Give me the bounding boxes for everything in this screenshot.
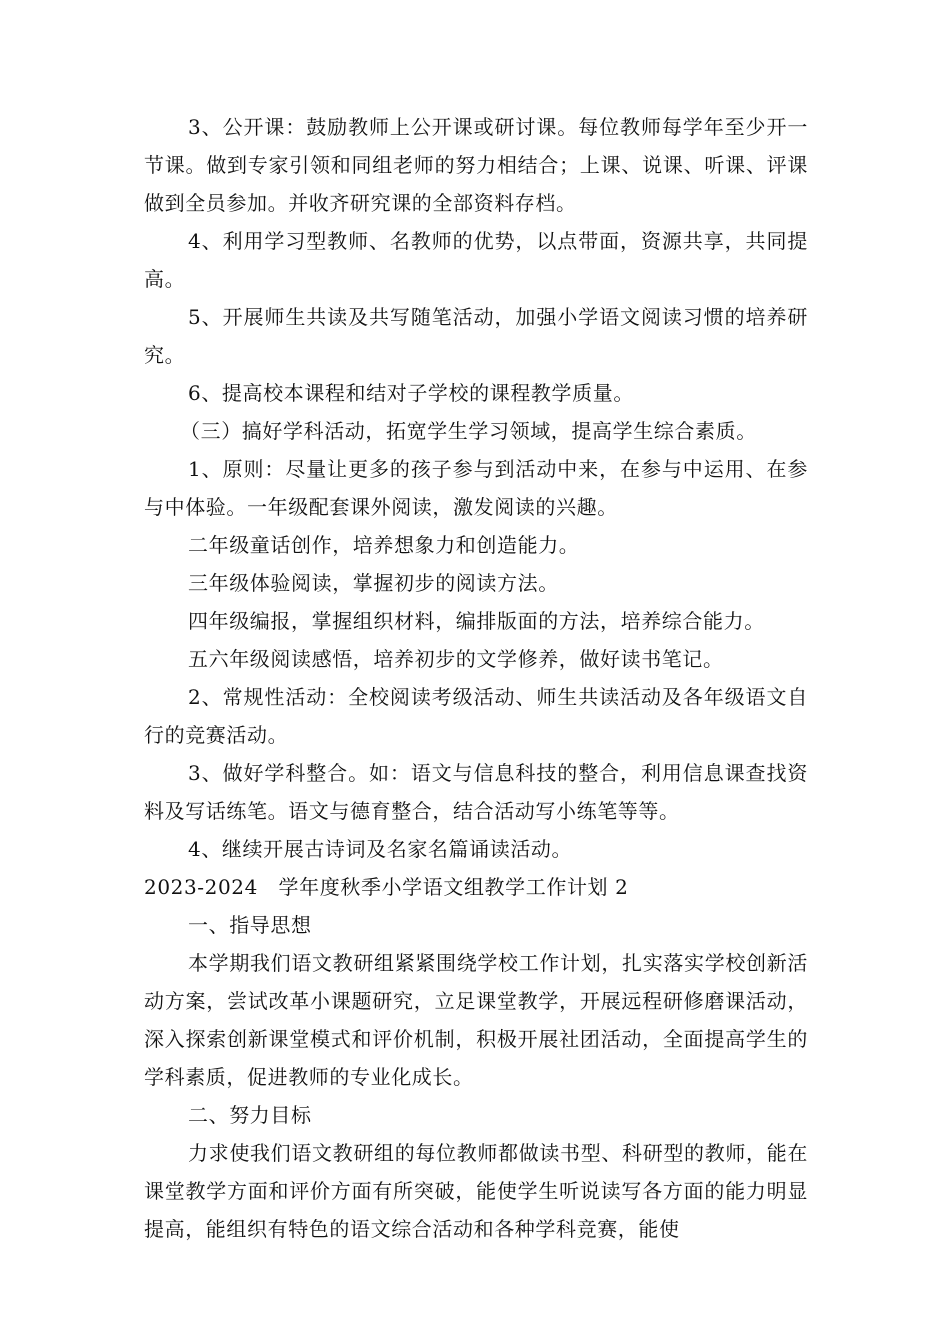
paragraph-poetry-reading: 4、继续开展古诗词及名家名篇诵读活动。 [188, 837, 573, 861]
document-body [144, 108, 808, 1248]
plan-title: 2023-2024 学年度秋季小学语文组教学工作计划 2 [144, 875, 629, 899]
paragraph-grade-two: 二年级童话创作，培养想象力和创造能力。 [188, 533, 580, 557]
section-heading-guiding-ideology: 一、指导思想 [188, 913, 312, 937]
paragraph-subject-integration: 3、做好学科整合。如：语文与信息科技的整合，利用信息课查找资料及写话练笔。语文与德育整合，结合活动写小练笔等等。 [144, 761, 808, 823]
paragraph-school-curriculum: 6、提高校本课程和结对子学校的课程教学质量。 [188, 381, 634, 405]
paragraph-grade-five-six: 五六年级阅读感悟，培养初步的文学修养，做好读书笔记。 [188, 647, 724, 671]
paragraph-grade-four: 四年级编报，掌握组织材料，编排版面的方法，培养综合能力。 [188, 609, 765, 633]
paragraph-grade-three: 三年级体验阅读，掌握初步的阅读方法。 [188, 571, 559, 595]
paragraph-guiding-ideology: 本学期我们语文教研组紧紧围绕学校工作计划，扎实落实学校创新活动方案，尝试改革小课题研究，立足课堂教学，开展远程研修磨课活动，深入探索创新课堂模式和评价机制，积极开展社团活动，全面提高学生的学科素质，促进教师的专业化成长。 [144, 951, 808, 1089]
paragraph-shared-reading: 5、开展师生共读及共写随笔活动，加强小学语文阅读习惯的培养研究。 [144, 305, 808, 367]
paragraph-routine-activities: 2、常规性活动：全校阅读考级活动、师生共读活动及各年级语文自行的竞赛活动。 [144, 685, 808, 747]
section-heading-goals: 二、努力目标 [188, 1103, 312, 1127]
paragraph-learning-teachers: 4、利用学习型教师、名教师的优势，以点带面，资源共享，共同提高。 [144, 229, 808, 291]
paragraph-principle: 1、原则：尽量让更多的孩子参与到活动中来，在参与中运用、在参与中体验。一年级配套课外阅读，激发阅读的兴趣。 [144, 457, 808, 519]
section-heading-subject-activities: （三）搞好学科活动，拓宽学生学习领域，提高学生综合素质。 [180, 419, 757, 443]
paragraph-open-class: 3、公开课：鼓励教师上公开课或研讨课。每位教师每学年至少开一节课。做到专家引领和同组老师的努力相结合；上课、说课、听课、评课做到全员参加。并收齐研究课的全部资料存档。 [144, 115, 808, 215]
paragraph-goals: 力求使我们语文教研组的每位教师都做读书型、科研型的教师，能在课堂教学方面和评价方面有所突破，能使学生听说读写各方面的能力明显提高，能组织有特色的语文综合活动和各种学科竞赛，能使 [144, 1141, 808, 1241]
